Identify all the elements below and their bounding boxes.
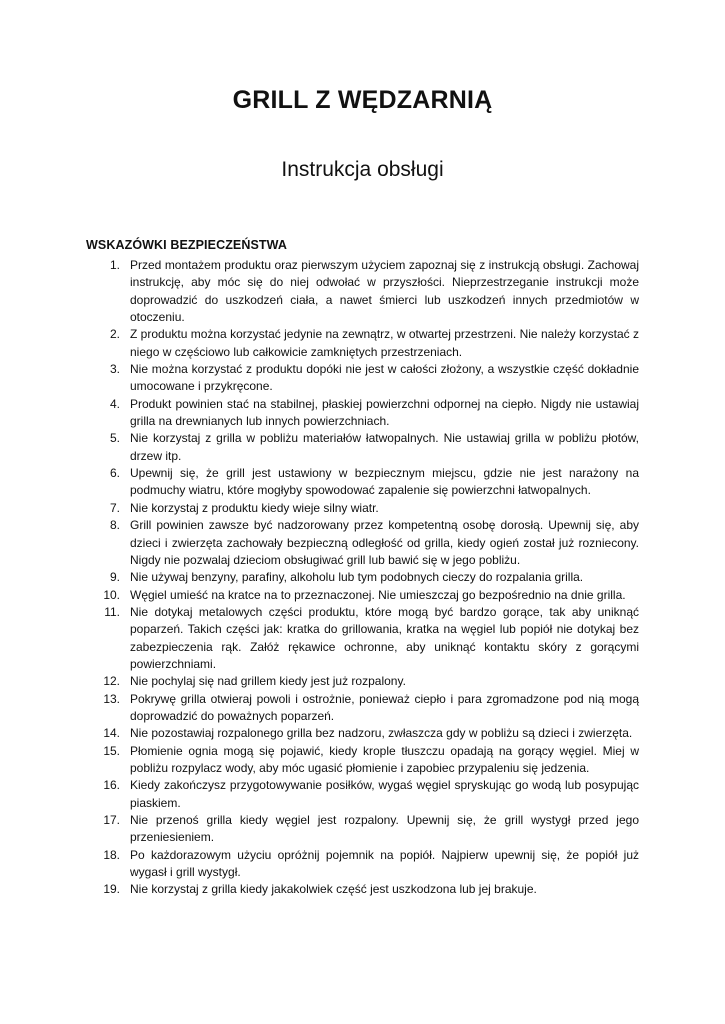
- list-item-text: Nie przenoś grilla kiedy węgiel jest rozpalony. Upewnij się, że grill wystygł przed jego przeniesieniem.: [130, 813, 639, 845]
- list-item: [86, 881, 639, 898]
- list-item-number: 9.: [109, 570, 120, 585]
- list-item-number: 15.: [103, 743, 120, 758]
- list-item-text: Nie korzystaj z grilla w pobliżu materiałów łatwopalnych. Nie ustawiaj grilla w pobliżu płotów, drzew itp.: [130, 431, 639, 463]
- list-item: [86, 673, 639, 690]
- list-item-text: Nie pozostawiaj rozpalonego grilla bez nadzoru, zwłaszcza gdy w pobliżu są dzieci i zwierzęta.: [130, 726, 633, 741]
- list-item-text: Produkt powinien stać na stabilnej, płaskiej powierzchni odpornej na ciepło. Nigdy nie ustawiaj grilla na drewnianych lub innych powierzchniach.: [130, 396, 639, 429]
- list-item: [86, 500, 639, 517]
- list-item-text: Węgiel umieść na kratce na to przeznaczonej. Nie umieszczaj go bezpośrednio na dnie grilla.: [130, 587, 626, 602]
- list-item: [86, 587, 639, 604]
- list-item: [86, 743, 639, 778]
- list-item-number: 14.: [103, 726, 120, 741]
- list-item-text: Nie korzystaj z grilla kiedy jakakolwiek część jest uszkodzona lub jej brakuje.: [130, 882, 537, 897]
- list-item: [86, 604, 639, 673]
- list-item: [86, 847, 639, 882]
- list-item-text: Nie korzystaj z produktu kiedy wieje silny wiatr.: [130, 500, 379, 515]
- list-item-number: 6.: [109, 466, 120, 481]
- list-item-number: 2.: [109, 327, 120, 342]
- list-item-text: Nie pochylaj się nad grillem kiedy jest już rozpalony.: [130, 674, 406, 689]
- list-item-number: 19.: [103, 882, 120, 897]
- list-item: [86, 725, 639, 742]
- safety-instructions-list: [86, 257, 639, 899]
- list-item: [86, 812, 639, 847]
- list-item-number: 8.: [109, 518, 120, 533]
- safety-section-heading: WSKAZÓWKI BEZPIECZEŃSTWA: [86, 238, 288, 252]
- list-item-text: Kiedy zakończysz przygotowywanie posiłków, wygaś węgiel spryskując go wodą lub posypując piaskiem.: [130, 778, 639, 810]
- list-item: [86, 777, 639, 812]
- list-item-number: 16.: [103, 778, 120, 793]
- list-item-text: Po każdorazowym użyciu opróżnij pojemnik na popiół. Najpierw upewnij się, że popiół już wygasł i grill wystygł.: [130, 847, 639, 880]
- list-item: [86, 257, 639, 326]
- list-item-text: Płomienie ognia mogą się pojawić, kiedy krople tłuszczu opadają na gorący węgiel. Miej w pobliżu rozpylacz wody, aby móc ugasić płomienie i zapobiec przypaleniu się jedzenia.: [130, 743, 639, 775]
- list-item-number: 7.: [109, 500, 120, 515]
- list-item: [86, 465, 639, 500]
- list-item: [86, 430, 639, 465]
- document-title: GRILL Z WĘDZARNIĄ: [232, 86, 493, 114]
- list-item-text: Pokrywę grilla otwieraj powoli i ostrożnie, ponieważ ciepło i para zgromadzone pod nią mogą doprowadzić do poważnych poparzeń.: [130, 691, 639, 723]
- list-item-text: Grill powinien zawsze być nadzorowany przez kompetentną osobę dorosłą. Upewnij się, aby dzieci i zwierzęta zachowały bezpieczną odległość od grilla, kiedy ogień został już rozniecony. Nigdy nie pozwalaj dzieciom obsługiwać grill lub bawić się w jego pobliżu.: [130, 518, 639, 567]
- list-item-number: 10.: [103, 587, 120, 602]
- list-item-number: 13.: [103, 691, 120, 706]
- list-item: [86, 517, 639, 569]
- list-item: [86, 361, 639, 396]
- list-item-number: 4.: [109, 396, 120, 411]
- list-item: [86, 569, 639, 586]
- list-item-text: Nie używaj benzyny, parafiny, alkoholu lub tym podobnych cieczy do rozpalania grilla.: [130, 570, 584, 585]
- list-item-number: 1.: [109, 258, 120, 272]
- list-item-number: 18.: [103, 847, 120, 862]
- list-item: [86, 396, 639, 431]
- list-item: [86, 691, 639, 726]
- list-item-number: 3.: [109, 362, 120, 377]
- list-item-number: 12.: [103, 674, 120, 689]
- list-item-text: Przed montażem produktu oraz pierwszym użyciem zapoznaj się z instrukcją obsługi. Zachowaj instrukcję, aby móc się do niej odwołać w przyszłości. Nieprzestrzeganie instrukcji może doprowadzić do uszkodzeń ciała, a nawet śmierci lub uszkodzeń innych przedmiotów w otoczeniu.: [130, 258, 639, 325]
- list-item-text: Nie dotykaj metalowych części produktu, które mogą być bardzo gorące, tak aby uniknąć poparzeń. Takich części jak: kratka do grillowania, kratka na węgiel lub popiół nie dotykaj bez zabezpieczenia rąk. Załóż rękawice ochronne, aby uniknąć kontaktu skóry z gorącymi powierzchniami.: [130, 604, 639, 671]
- list-item-number: 11.: [104, 604, 120, 619]
- list-item-number: 17.: [103, 813, 120, 827]
- document-subtitle: Instrukcja obsługi: [281, 158, 444, 181]
- list-item-text: Z produktu można korzystać jedynie na zewnątrz, w otwartej przestrzeni. Nie należy korzystać z niego w częściowo lub całkowicie zamkniętych przestrzeniach.: [130, 327, 639, 359]
- list-item-text: Nie można korzystać z produktu dopóki nie jest w całości złożony, a wszystkie część dokładnie umocowane i przykręcone.: [130, 362, 639, 394]
- list-item-number: 5.: [109, 431, 120, 446]
- list-item-text: Upewnij się, że grill jest ustawiony w bezpiecznym miejscu, gdzie nie jest narażony na podmuchy wiatru, które mogłyby spowodować zapalenie się powierzchni łatwopalnych.: [130, 466, 639, 498]
- list-item: [86, 326, 639, 361]
